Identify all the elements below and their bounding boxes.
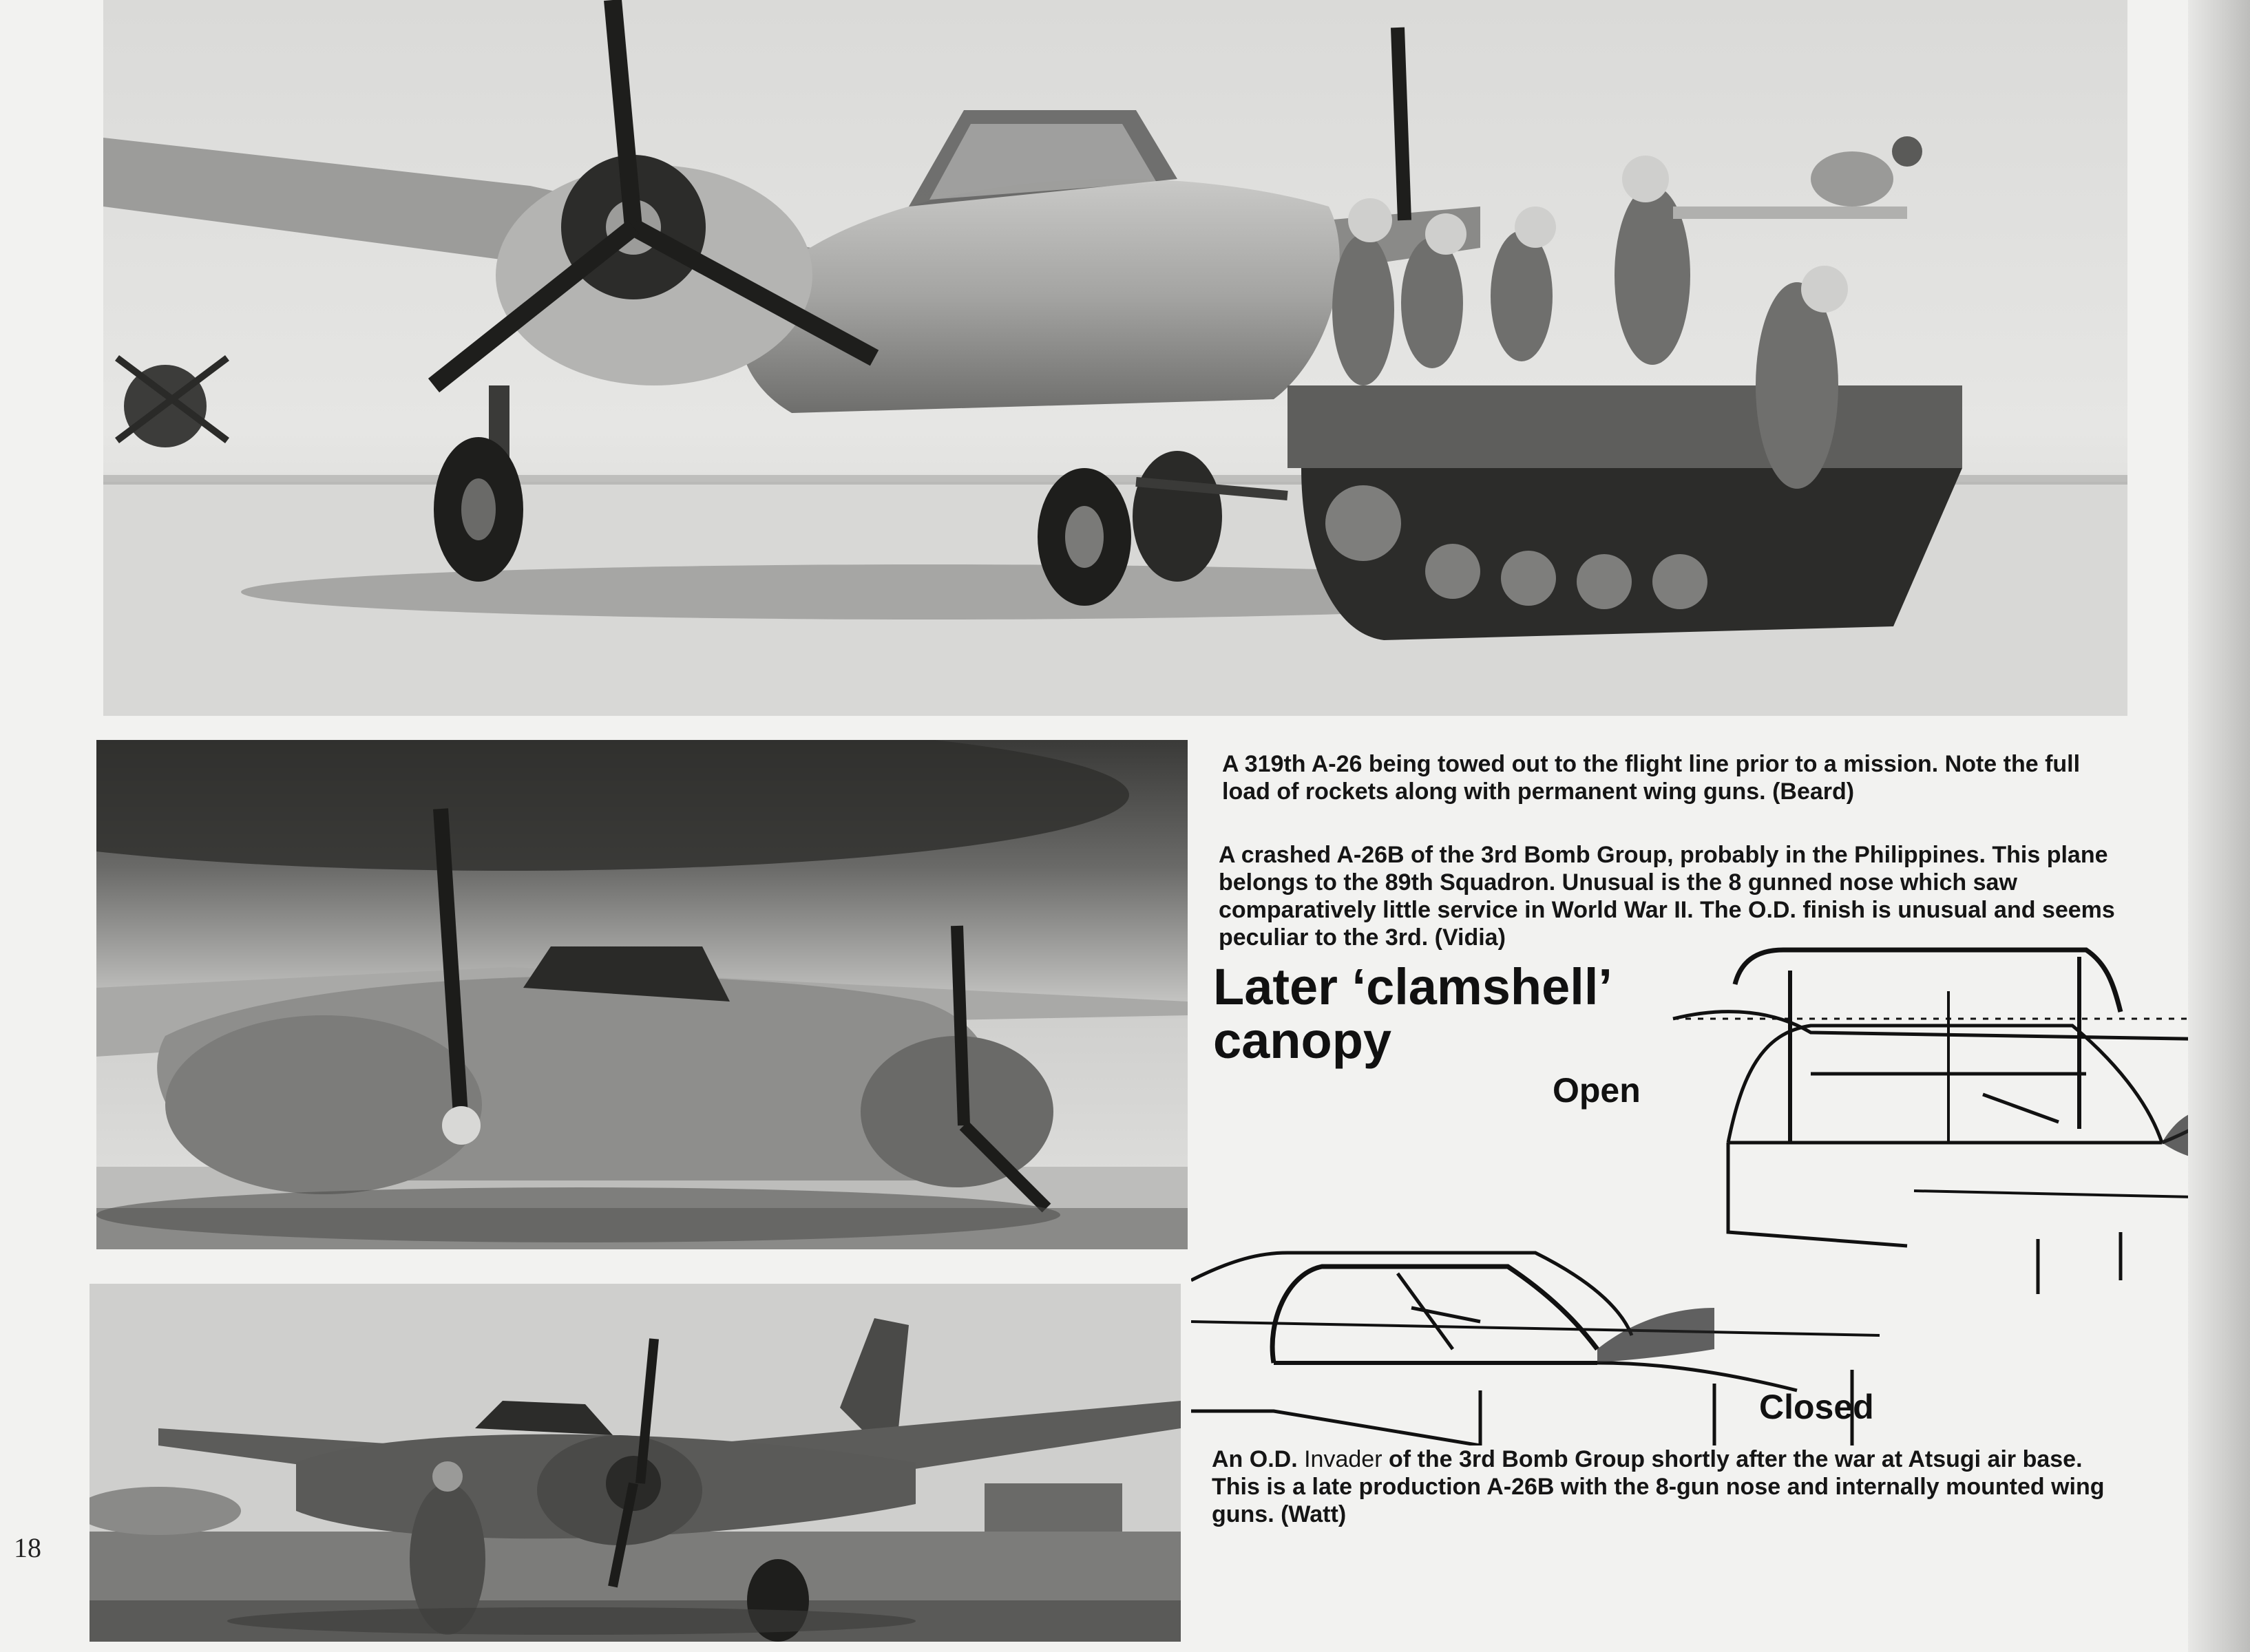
photo-a26-towed [103,0,2127,716]
caption-bottom-prefix: An O.D. [1212,1446,1305,1472]
photo-crashed-a26b [96,740,1188,1249]
label-open: Open [1553,1071,1641,1110]
photo-od-invader-atsugi [90,1284,1181,1642]
drawing-title-line2: canopy [1213,1012,1392,1069]
page-number: 18 [14,1532,41,1563]
drawing-title-line1: Later ‘clamshell’ [1213,958,1612,1015]
photo-od-invader-atsugi-image [90,1284,1181,1642]
label-closed: Closed [1759,1388,1874,1426]
caption-middle-photo: A crashed A-26B of the 3rd Bomb Group, probably in the Philippines. This plane belongs to the 89th Squadron. Unusual is the 8 gunned nose which saw comparatively little service in World War II. The O.D. finish is unusual and seems peculiar to the 3rd. (Vidia) [1219,842,2115,951]
caption-bottom-invader: Invader [1304,1446,1382,1472]
drawing-title [1213,960,1695,1068]
caption-bottom-photo [1212,1446,2121,1528]
photo-crashed-a26b-image [96,740,1188,1249]
caption-bottom-suffix: of the 3rd Bomb Group shortly after the war at Atsugi air base. This is a late production A-26B with the 8-gun nose and internally mounted wing guns. (Watt) [1212,1446,2105,1527]
photo-a26-towed-image [103,0,2127,716]
page-binding-edge [2188,0,2250,1652]
caption-top-photo: A 319th A-26 being towed out to the flight line prior to a mission. Note the full load of rockets along with permanent wing guns. (Beard) [1222,751,2081,805]
